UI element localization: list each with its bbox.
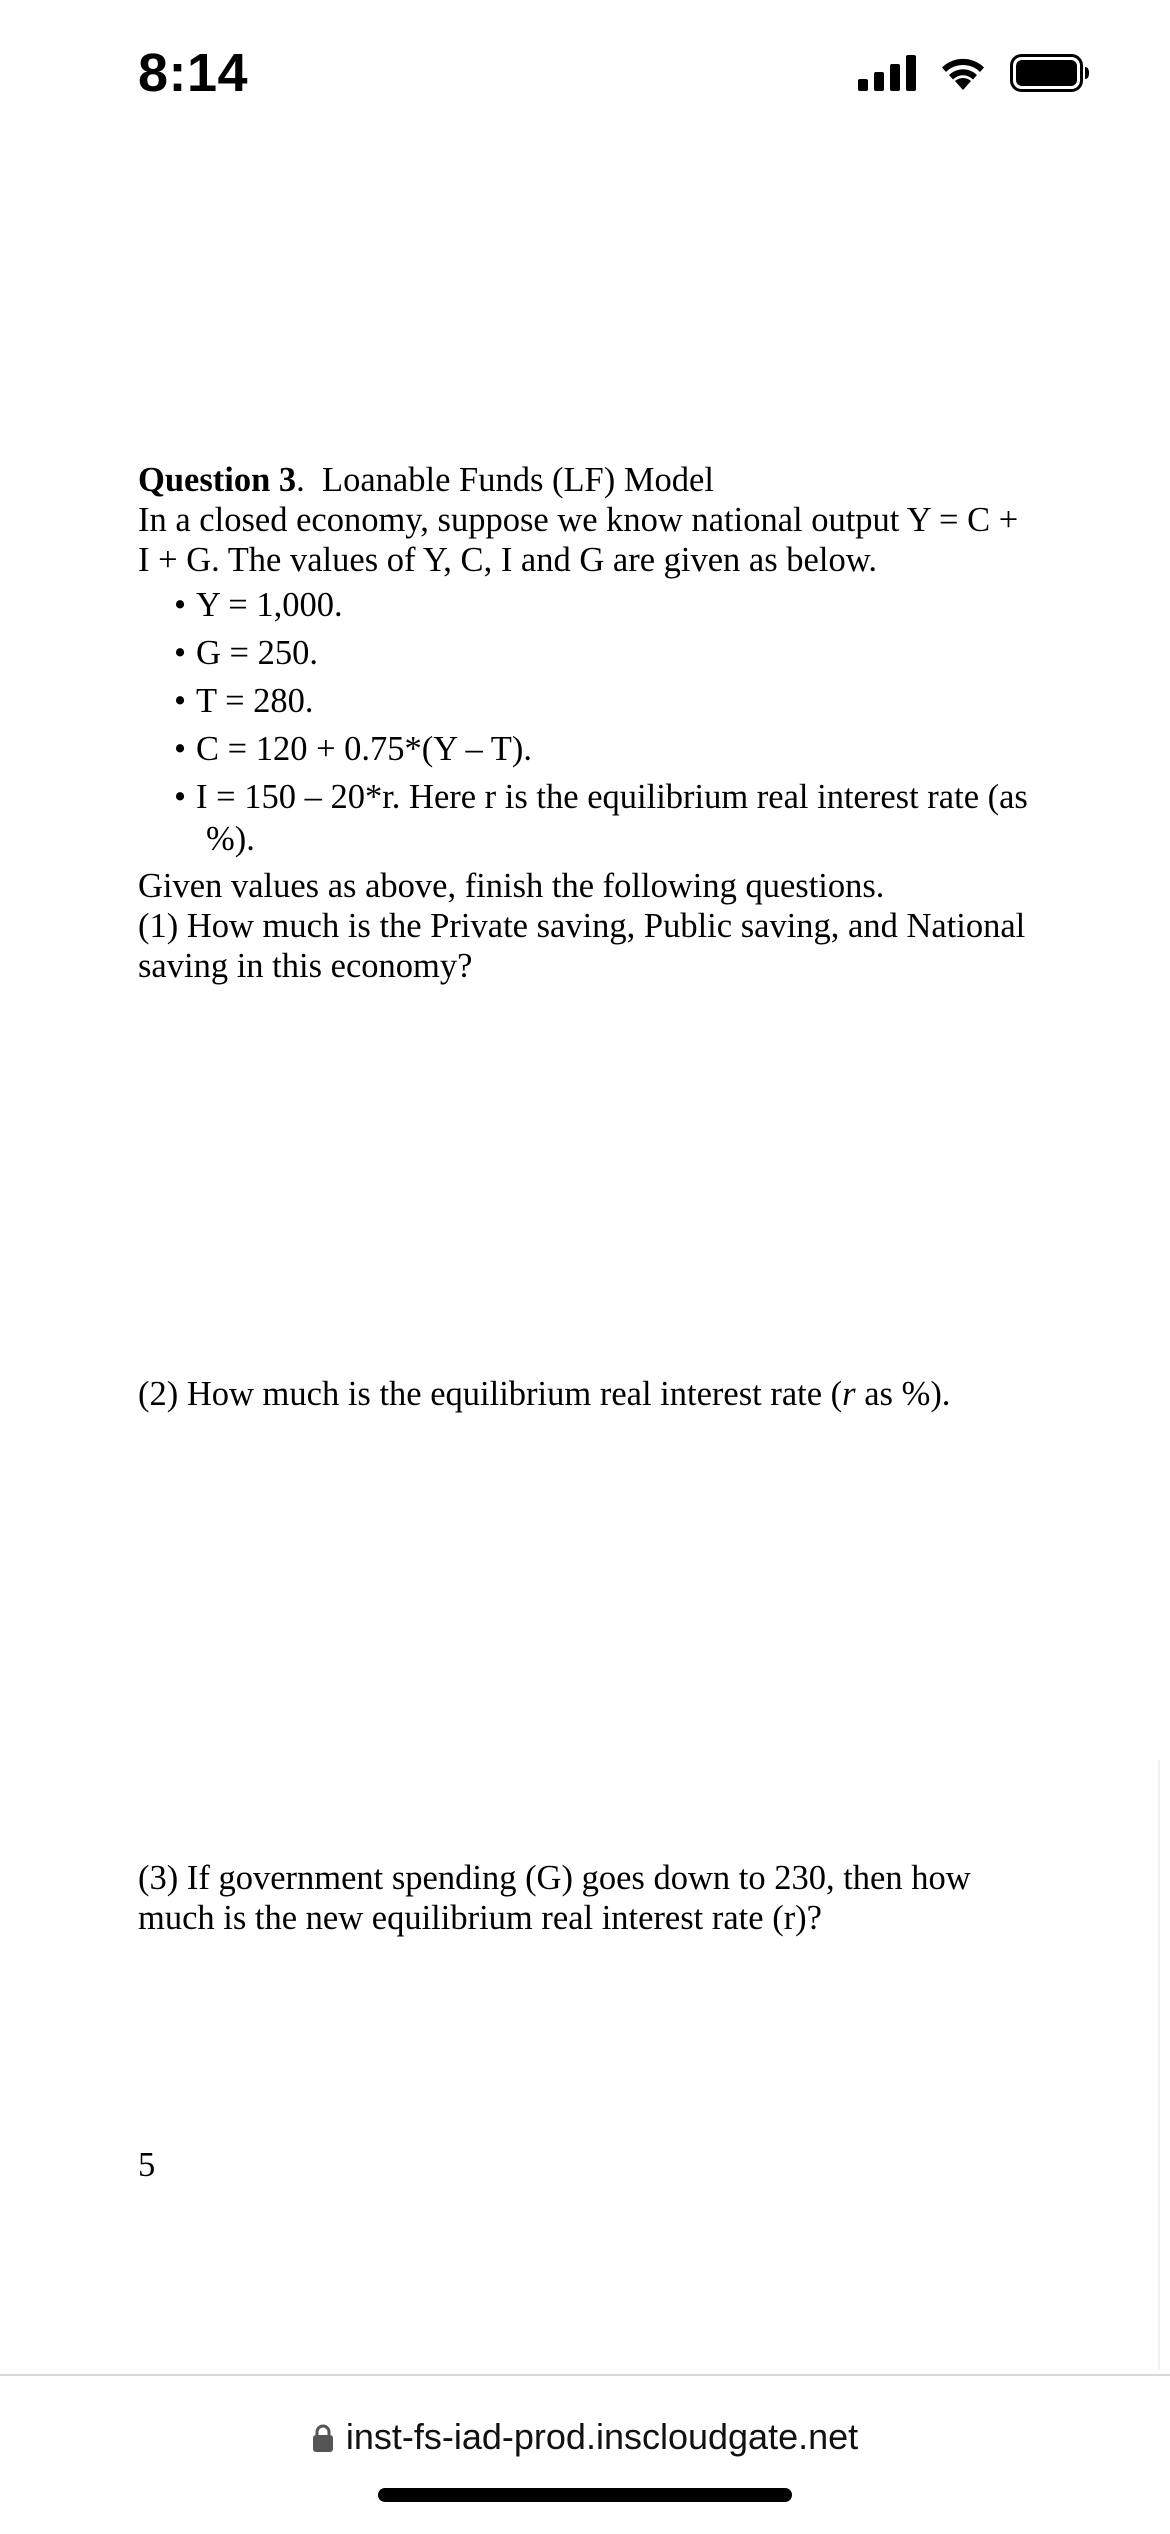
url-text: inst-fs-iad-prod.inscloudgate.net [345, 2416, 859, 2457]
question-3 [138, 1858, 1038, 1938]
status-time: 8:14 [138, 43, 249, 103]
wifi-icon [938, 54, 988, 92]
question-2: (2) How much is the equilibrium real interest rate (r as %). [138, 1375, 951, 1413]
given-values-list [138, 584, 1038, 860]
question-3-line-2: much is the new equilibrium real interest rate (r)? [138, 1899, 822, 1937]
instructions: Given values as above, finish the following questions. [138, 867, 885, 905]
status-icons [858, 54, 1090, 92]
list-item: • C = 120 + 0.75*(Y – T). [174, 730, 532, 768]
question-1-line-1: (1) How much is the Private saving, Public saving, and National [138, 907, 1026, 945]
url-display[interactable] [0, 2416, 1170, 2458]
page-number: 5 [138, 2146, 156, 2184]
list-item: • G = 250. [174, 634, 318, 672]
list-item: • Y = 1,000. [174, 586, 343, 624]
bullet-continuation: %). [206, 820, 255, 858]
status-bar [0, 0, 1170, 150]
question-title: Loanable Funds (LF) Model [322, 461, 714, 499]
question-number: Question 3 [138, 461, 297, 499]
cellular-signal-icon [858, 55, 916, 91]
home-indicator[interactable] [378, 2488, 792, 2502]
address-bar[interactable] [0, 2374, 1170, 2534]
list-item: • T = 280. [174, 682, 314, 720]
intro-line-1: In a closed economy, suppose we know national output Y = C + [138, 501, 1019, 539]
list-item: • I = 150 – 20*r. Here r is the equilibrium real interest rate (as %). [174, 778, 1028, 858]
battery-icon [1010, 54, 1090, 92]
variable-r: r [842, 1375, 856, 1413]
intro-line-2: I + G. The values of Y, C, I and G are given as below. [138, 541, 877, 579]
page-edge-divider [1158, 1760, 1160, 2370]
lock-icon [312, 2423, 334, 2453]
question-heading: Question 3. Loanable Funds (LF) Model [138, 461, 714, 499]
document-body [138, 460, 1038, 986]
question-3-line-1: (3) If government spending (G) goes down to 230, then how [138, 1859, 971, 1897]
question-1-line-2: saving in this economy? [138, 947, 473, 985]
